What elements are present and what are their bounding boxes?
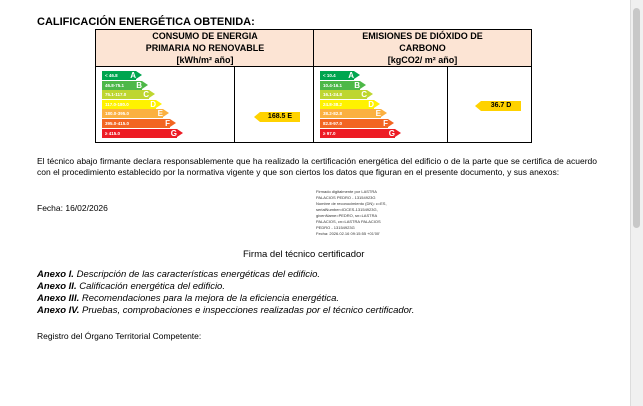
- emisiones-scale-letter-e: E: [375, 109, 381, 119]
- emisiones-scale-bar-a: [320, 71, 354, 80]
- consumo-scale-range-a: < 46.8: [105, 73, 118, 78]
- consumo-scale-bar-b: [102, 81, 142, 90]
- emisiones-scale-bar-e: [320, 109, 381, 118]
- stamp-line: PEDRO - 13154923G: [316, 225, 355, 230]
- annex-name: Anexo III.: [37, 293, 80, 304]
- stamp-line: PALACIOS, cn=LASTRA PALACIOS: [316, 219, 381, 224]
- emisiones-scale-letter-d: D: [368, 99, 374, 109]
- consumo-scale-bar-e: [102, 109, 163, 118]
- emisiones-scale-bar-g: [320, 129, 395, 138]
- annex-item: [37, 269, 414, 281]
- scrollbar-thumb[interactable]: [633, 8, 640, 228]
- consumo-scale-letter-a: A: [130, 71, 136, 80]
- emisiones-scale-letter-b: B: [354, 80, 360, 90]
- consumo-scale-bar-f: [102, 119, 170, 128]
- stamp-line: PALACIOS PEDRO - 13154923G: [316, 195, 376, 200]
- emisiones-header-line2: CARBONO: [399, 43, 446, 53]
- emisiones-divider: [447, 67, 448, 142]
- emisiones-header-line1: EMISIONES DE DIÓXIDO DE: [362, 31, 483, 41]
- vertical-scrollbar[interactable]: [630, 0, 643, 406]
- consumo-scale-letter-b: B: [136, 80, 142, 90]
- emisiones-scale-letter-c: C: [361, 90, 367, 100]
- emisiones-rating-marker: 36.7 D: [481, 101, 521, 111]
- consumo-scale-bar-a: [102, 71, 136, 80]
- emisiones-scale-range-a: < 10.4: [323, 73, 336, 78]
- emisiones-scale-bar-b: [320, 81, 360, 90]
- consumo-scale-letter-e: E: [157, 109, 163, 119]
- emisiones-scale-range-b: 10.4-16.1: [323, 82, 343, 88]
- emisiones-scale-letter-g: G: [388, 128, 395, 138]
- registro-text: Registro del Órgano Territorial Competente:: [37, 331, 202, 341]
- stamp-line: givenName=PEDRO, sn=LASTRA: [316, 213, 378, 218]
- consumo-header-line2: PRIMARIA NO RENOVABLE: [145, 43, 265, 53]
- consumo-scale-range-c: 75.1-117.0: [105, 92, 127, 98]
- emisiones-header-line3: [kgCO2/ m² año]: [387, 55, 458, 65]
- consumo-scale-box: [95, 66, 315, 143]
- consumo-scale-bar-d: [102, 100, 156, 109]
- consumo-scale-letter-f: F: [165, 119, 170, 128]
- consumo-header-line1: CONSUMO DE ENERGIA: [152, 31, 258, 41]
- consumo-divider: [234, 67, 235, 142]
- emisiones-scale-range-c: 16.1-24.8: [323, 92, 343, 98]
- consumo-scale-range-d: 117.0-180.0: [105, 101, 129, 107]
- annex-description: Descripción de las características energéticas del edificio.: [73, 269, 321, 280]
- emisiones-scale-range-d: 24.8-38.2: [323, 101, 343, 107]
- consumo-scale-range-g: ≥ 415.0: [105, 130, 120, 136]
- declaration-text: El técnico abajo firmante declara responsablemente que ha realizado la certificación energética del edificio o de la parte que se certifica de acuerdo con el procedimiento establecido por la normativa vigente y que son ciertos los datos que figuran en el presente documento, y sus anexos:: [37, 156, 597, 177]
- consumo-scale-range-b: 46.8-75.1: [105, 82, 125, 88]
- annex-name: Anexo II.: [37, 281, 77, 292]
- consumo-scale-range-e: 180.0-395.0: [105, 111, 130, 117]
- annex-item: [37, 281, 414, 293]
- emisiones-scale-range-e: 38.2-82.8: [323, 111, 343, 117]
- consumo-scale-letter-g: G: [170, 128, 177, 138]
- emisiones-scale-range-g: ≥ 97.0: [323, 130, 336, 136]
- annex-description: Pruebas, comprobaciones e inspecciones realizadas por el técnico certificador.: [79, 305, 415, 316]
- consumo-header: [95, 29, 315, 67]
- annex-list: [37, 269, 414, 317]
- consumo-scale-bar-g: [102, 129, 177, 138]
- consumo-scale-letter-c: C: [143, 90, 149, 100]
- annex-description: Calificación energética del edificio.: [76, 281, 225, 292]
- stamp-line: Fecha: 2026.02.16 09:15:55 +01'00': [316, 231, 380, 236]
- stamp-line: serialNumber=IDCES-13154923G,: [316, 207, 378, 212]
- annex-description: Recomendaciones para la mejora de la eficiencia energética.: [79, 293, 340, 304]
- stamp-line: Nombre de reconocimiento (DN): c=ES,: [316, 201, 387, 206]
- fecha-text: Fecha: 16/02/2026: [37, 203, 108, 213]
- emisiones-scale-letter-a: A: [348, 71, 354, 80]
- consumo-header-line3: [kWh/m² año]: [176, 55, 234, 65]
- consumo-rating-marker: 168.5 E: [260, 112, 300, 122]
- emisiones-scale-bar-f: [320, 119, 388, 128]
- annex-name: Anexo IV.: [37, 305, 80, 316]
- annex-item: [37, 293, 414, 305]
- annex-item: [37, 305, 414, 317]
- emisiones-scale-letter-f: F: [383, 119, 388, 128]
- stamp-line: Firmado digitalmente por LASTRA: [316, 189, 377, 194]
- consumo-scale-bar-c: [102, 90, 149, 99]
- firma-label: Firma del técnico certificador: [243, 249, 365, 260]
- annex-name: Anexo I.: [37, 269, 74, 280]
- consumo-scale-range-f: 395.0-415.0: [105, 121, 130, 126]
- emisiones-header: [313, 29, 532, 67]
- digital-signature-stamp: [316, 189, 416, 237]
- emisiones-scale-bar-d: [320, 100, 374, 109]
- consumo-scale-letter-d: D: [150, 99, 156, 109]
- emisiones-scale-range-f: 82.8-97.0: [323, 121, 343, 126]
- section-title: CALIFICACIÓN ENERGÉTICA OBTENIDA:: [37, 16, 255, 28]
- emisiones-scale-bar-c: [320, 90, 367, 99]
